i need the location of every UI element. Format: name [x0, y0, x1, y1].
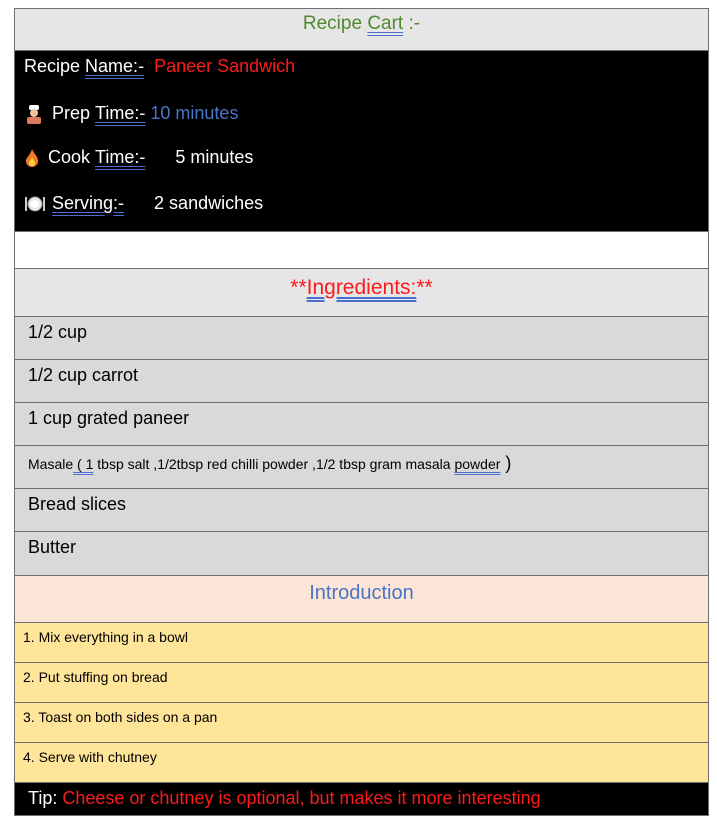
cook-time-label-prefix: Cook	[48, 147, 91, 167]
serving-label: Serving:-	[52, 193, 125, 213]
instruction-step: 4. Serve with chutney	[14, 743, 709, 783]
ingredients-heading-prefix: **	[290, 276, 307, 299]
tip-text: Cheese or chutney is optional, but makes it more interesting	[62, 788, 541, 808]
ingredient-masala	[14, 446, 709, 489]
cook-time-value: 5 minutes	[175, 147, 254, 167]
recipe-name-line	[24, 56, 295, 77]
ingredients-heading-label: Ingredients:	[306, 276, 417, 299]
card-title-prefix: Recipe	[302, 13, 363, 34]
instruction-step: 3. Toast on both sides on a pan	[14, 703, 709, 743]
masala-prefix: Masale	[28, 456, 74, 472]
tip-label: Tip:	[28, 788, 58, 808]
recipe-name-label: Name:-	[85, 56, 145, 76]
prep-time-label-prefix: Prep	[52, 103, 91, 123]
masala-middle: tbsp salt ,1/2tbsp red chilli powder ,1/2 tbsp gram masala	[93, 456, 451, 472]
recipe-name-value: Paneer Sandwich	[154, 56, 296, 76]
prep-time-line	[24, 103, 238, 124]
prep-time-label: Time:-	[95, 103, 146, 123]
masala-first: 1	[81, 456, 94, 472]
serving-value: 2 sandwiches	[154, 193, 264, 213]
serving-line	[24, 193, 263, 214]
recipe-card	[14, 8, 709, 816]
masala-close: )	[500, 453, 512, 473]
card-title	[14, 8, 709, 51]
prep-time-value: 10 minutes	[150, 103, 239, 123]
masala-open: (	[73, 456, 82, 472]
instruction-step: 1. Mix everything in a bowl	[14, 623, 709, 663]
blank-row	[14, 232, 709, 269]
ingredient-item: 1/2 cup carrot	[14, 360, 709, 403]
ingredients-heading	[14, 269, 709, 317]
card-title-underlined: Cart	[367, 13, 404, 34]
cook-time-label: Time:-	[95, 147, 146, 167]
plate-icon	[24, 194, 44, 214]
tip-row	[14, 783, 709, 816]
ingredient-butter: Butter	[14, 532, 709, 576]
ingredients-heading-suffix: **	[416, 276, 433, 299]
ingredient-bread: Bread slices	[14, 489, 709, 532]
fire-icon	[24, 148, 40, 168]
introduction-heading: Introduction	[14, 576, 709, 623]
recipe-details	[14, 51, 709, 232]
recipe-name-label-prefix: Recipe	[24, 56, 81, 76]
card-title-suffix: :-	[403, 13, 421, 34]
ingredient-item: 1 cup grated paneer	[14, 403, 709, 446]
chef-icon	[24, 104, 44, 124]
instruction-step: 2. Put stuffing on bread	[14, 663, 709, 703]
ingredient-item: 1/2 cup	[14, 317, 709, 360]
masala-powder: powder	[454, 456, 501, 472]
cook-time-line	[24, 147, 253, 168]
